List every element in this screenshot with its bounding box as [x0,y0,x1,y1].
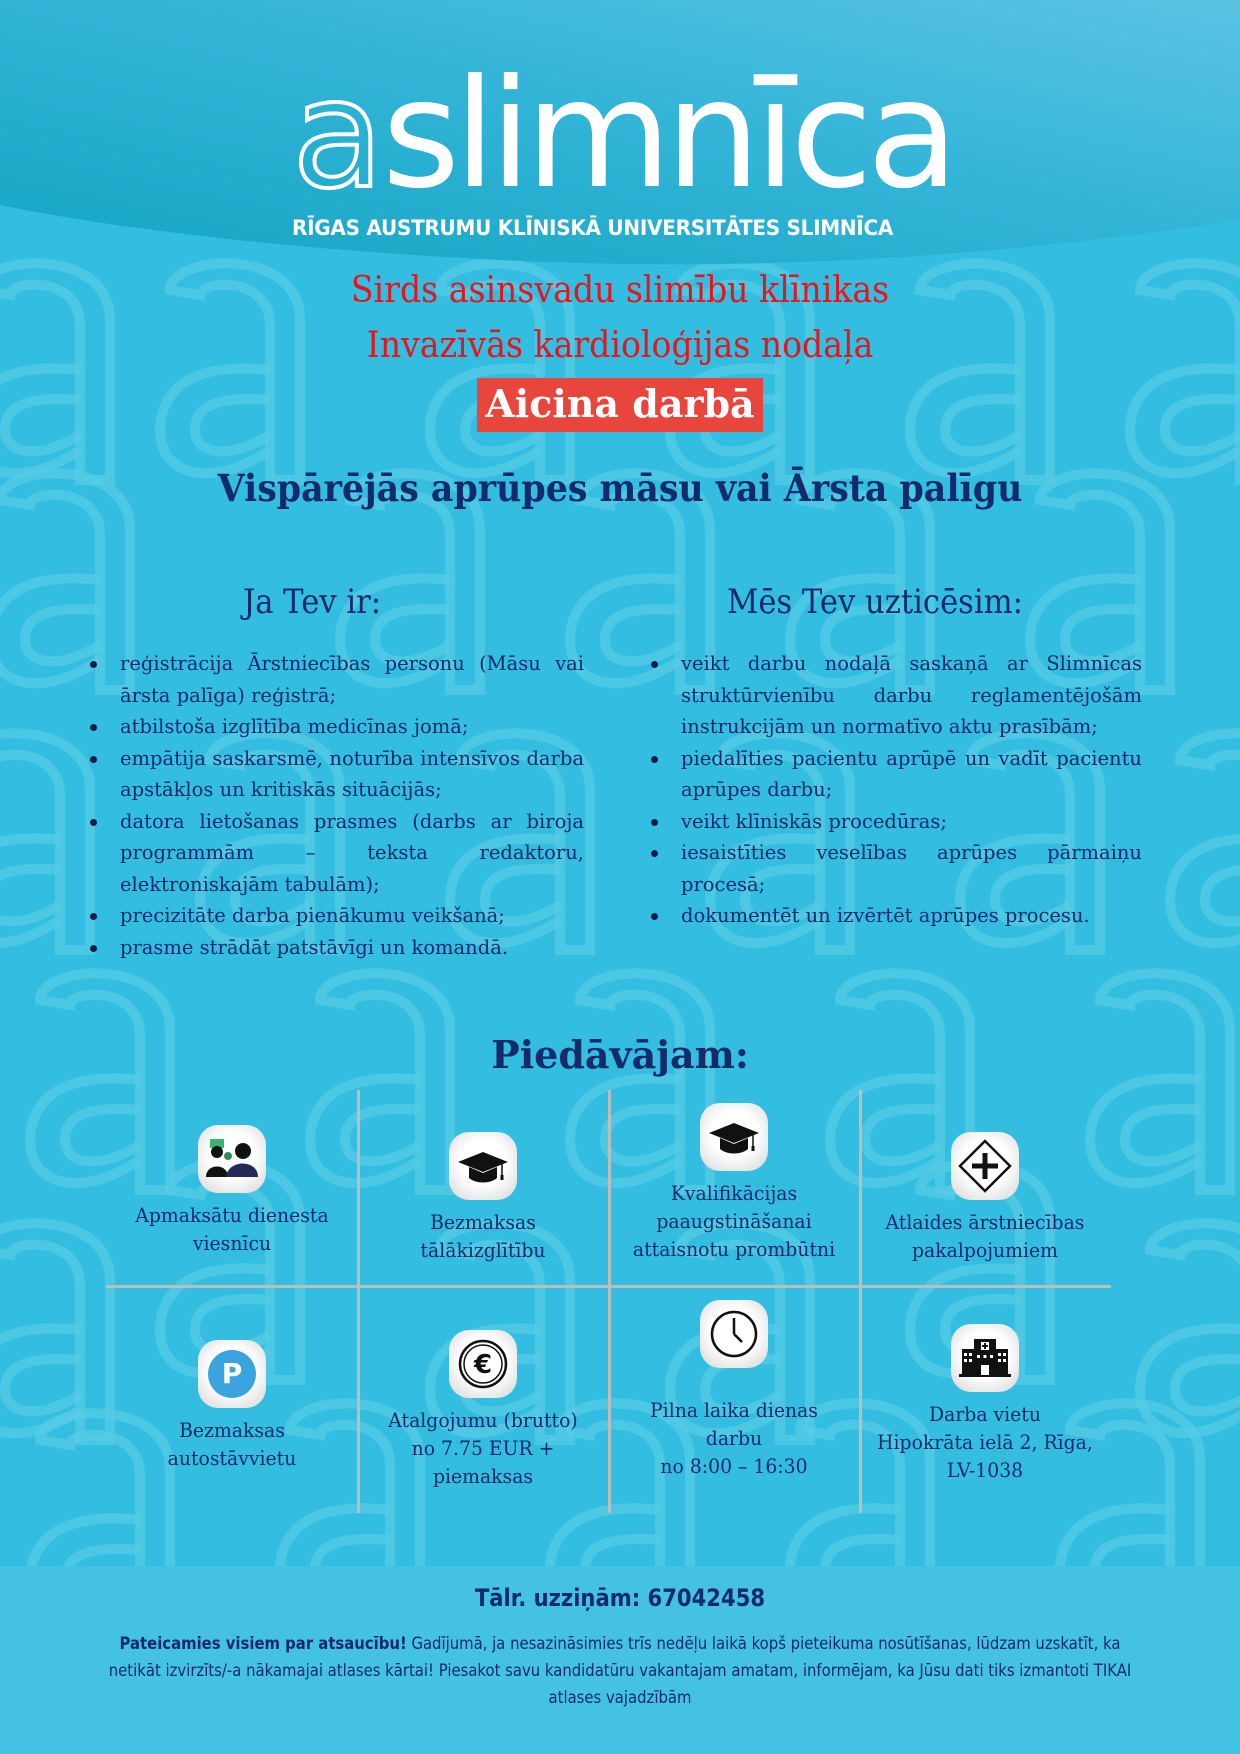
icon-tile [198,1340,266,1408]
list-item: atbilstoša izglītība medicīnas jomā; [84,711,584,743]
staff-people-icon [206,1139,258,1179]
offer-line: pakalpojumiem [912,1238,1058,1262]
offer-line: viesnīcu [192,1231,272,1255]
offer-line: Atalgojumu (brutto) [388,1408,578,1432]
hiring-badge: Aicina darbā [477,378,762,432]
graduation-cap-icon [709,1119,759,1155]
grid-divider-h [106,1285,1111,1288]
offers-heading: Piedāvājam: [491,1032,749,1077]
list-item: precizitāte darba pienākumu veikšanā; [84,900,584,932]
list-item: piedalīties pacientu aprūpē un vadīt pacientu aprūpes darbu; [645,743,1142,806]
offer-text [868,1208,1103,1264]
medical-diamond-plus-icon [958,1139,1012,1193]
offer-item [609,1300,859,1480]
euro-coin-icon [457,1338,509,1390]
contact-phone: Tālr. uzziņām: 67042458 [474,1584,766,1612]
offer-item [358,1330,608,1490]
offer-line: piemaksas [432,1464,534,1488]
offer-text [617,1179,852,1263]
offer-item [860,1324,1110,1484]
icon-tile [951,1324,1019,1392]
offer-item [107,1340,357,1472]
offer-line: LV-1038 [946,1458,1024,1482]
offer-line: Bezmaksas [430,1210,536,1234]
offer-text [366,1208,601,1264]
icon-tile [449,1132,517,1200]
offer-line: Hipokrāta ielā 2, Rīga, [877,1430,1093,1454]
offer-item [107,1125,357,1257]
list-item: datora lietošanas prasmes (darbs ar biroja programmām – teksta redaktoru, elektroniskajām tabulām); [84,806,584,901]
duties-heading: Mēs Tev uzticēsim: [726,582,1024,622]
offer-line: darbu [705,1426,763,1450]
list-item: iesaistīties veselības aprūpes pārmaiņu procesā; [645,837,1142,900]
list-item: prasme strādāt patstāvīgi un komandā. [84,932,584,964]
graduation-cap-icon [458,1148,508,1184]
position-title: Vispārējās aprūpes māsu vai Ārsta palīgu [217,466,1023,510]
offer-line: Darba vietu [929,1402,1041,1426]
footer-note-text: Gadījumā, ja nesazināsimies trīs nedēļu laikā kopš pieteikuma nosūtīšanas, lūdzam uzskatīt, ka netikāt izvirzīts/-a nākamajai atlases kārtai! Piesakot savu kandidatūru vakantajam amatam, informējam, ka Jūsu dati tiks izmantoti TIKAI atlases vajadzībām [108,1634,1132,1707]
offer-line: no 7.75 EUR + [411,1436,555,1460]
duties-list [645,648,1142,932]
offer-text [366,1406,601,1490]
svg-text:P: P [221,1357,243,1390]
offer-line: autostāvvietu [167,1446,297,1470]
hospital-building-icon [959,1339,1011,1377]
footer-thanks: Pateicamies visiem par atsaucību! [119,1634,407,1653]
offer-text [868,1400,1103,1484]
icon-tile [700,1300,768,1368]
offer-line: attaisnotu prombūtni [632,1237,836,1261]
parking-icon [207,1349,257,1399]
department-title: Invazīvās kardioloģijas nodaļa [366,325,874,366]
logo-a-outline: a [292,48,378,222]
clock-icon [709,1309,759,1359]
logo-subtitle: RĪGAS AUSTRUMU KLĪNISKĀ UNIVERSITĀTES SLIMNĪCA [292,216,894,241]
footer-note [107,1630,1133,1711]
hiring-badge-wrap [0,378,1240,432]
svg-text:€: € [473,1350,493,1380]
offer-item [609,1103,859,1263]
offer-line: Pilna laika dienas [650,1398,818,1422]
icon-tile [198,1125,266,1193]
offer-line: Kvalifikācijas [670,1181,798,1205]
logo-word: slimnīca [381,48,953,222]
icon-tile [449,1330,517,1398]
list-item: veikt darbu nodaļā saskaņā ar Slimnīcas struktūrvienību darbu reglamentējošām instrukcijām un normatīvo aktu prasībām; [645,648,1142,743]
offer-line: Bezmaksas [179,1418,285,1442]
offer-item [358,1132,608,1264]
icon-tile [700,1103,768,1171]
requirements-list [84,648,584,963]
offer-line: paaugstināšanai [656,1209,812,1233]
offer-line: Atlaides ārstniecības [885,1210,1085,1234]
list-item: dokumentēt un izvērtēt aprūpes procesu. [645,900,1142,932]
list-item: veikt klīniskās procedūras; [645,806,1142,838]
offer-line: no 8:00 – 16:30 [660,1454,808,1478]
clinic-title: Sirds asinsvadu slimību klīnikas [350,270,890,311]
offer-text [115,1201,350,1257]
offer-item [860,1132,1110,1264]
list-item: empātija saskarsmē, noturība intensīvos darba apstākļos un kritiskās situācijās; [84,743,584,806]
offer-text [115,1416,350,1472]
offer-text [617,1396,852,1480]
requirements-heading: Ja Tev ir: [242,582,382,622]
list-item: reģistrācija Ārstniecības personu (Māsu vai ārsta palīga) reģistrā; [84,648,584,711]
offer-line: tālākizglītību [420,1238,546,1262]
icon-tile [951,1132,1019,1200]
offer-line: Apmaksātu dienesta [135,1203,329,1227]
